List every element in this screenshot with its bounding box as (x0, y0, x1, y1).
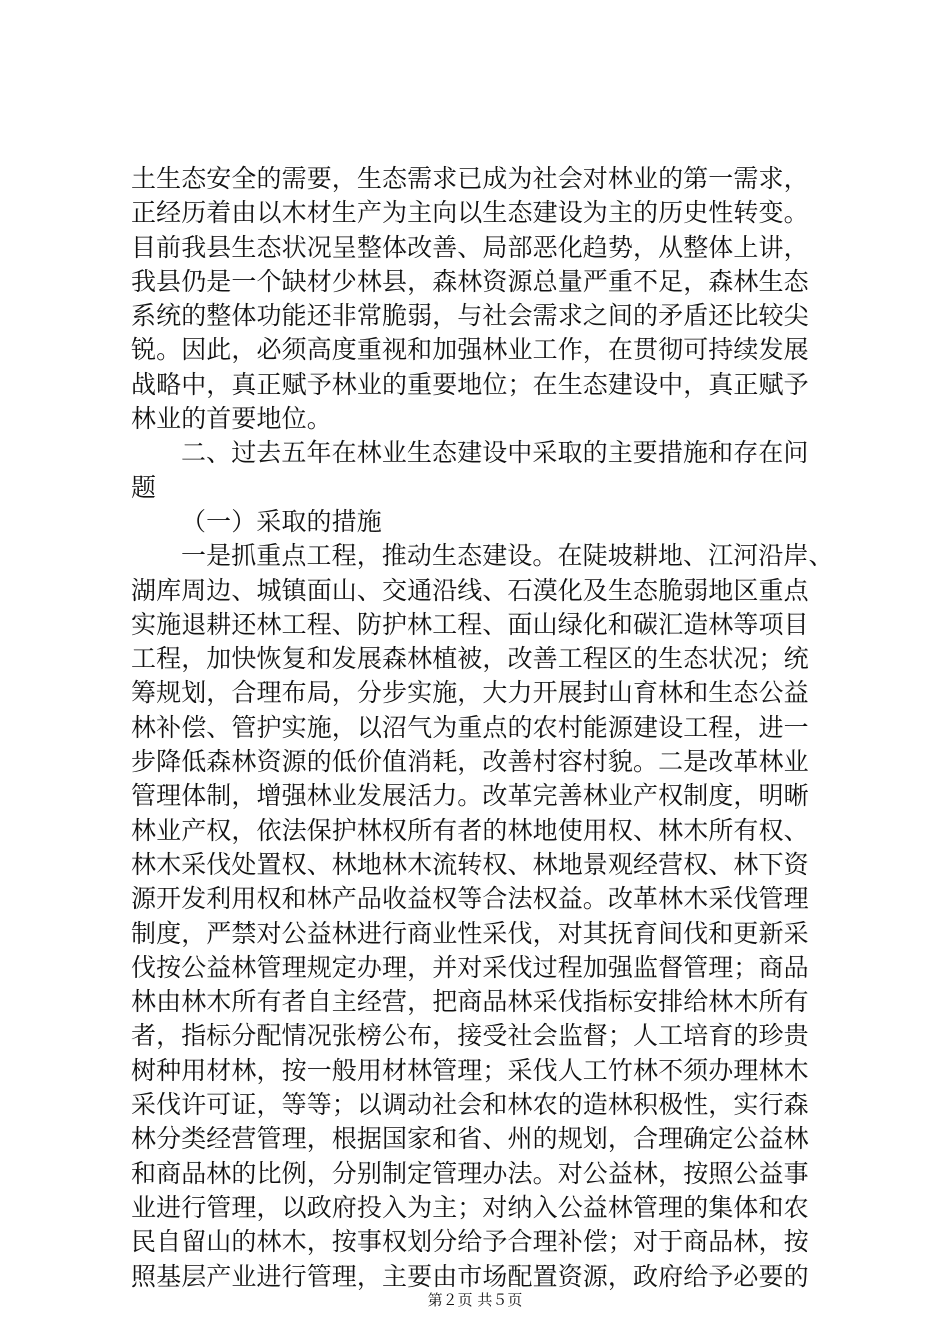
document-body (131, 162, 834, 1294)
text-line: 民自留山的林木，按事权划分给予合理补偿；对于商品林，按 (131, 1227, 809, 1257)
text-line: 和商品林的比例，分别制定管理办法。对公益林，按照公益事 (131, 1158, 809, 1188)
text-line: 采伐许可证，等等；以调动社会和林农的造林积极性，实行森 (131, 1090, 809, 1120)
text-line: 源开发利用权和林产品收益权等合法权益。改革林木采伐管理 (131, 884, 809, 914)
text-line: 筹规划，合理布局，分步实施，大力开展封山育林和生态公益 (131, 678, 809, 708)
text-line: 土生态安全的需要，生态需求已成为社会对林业的第一需求， (131, 164, 809, 193)
text-line: 一是抓重点工程，推动生态建设。在陡坡耕地、江河沿岸、 (181, 541, 834, 571)
text-line: 林业的首要地位。 (131, 404, 332, 434)
text-line: 湖库周边、城镇面山、交通沿线、石漠化及生态脆弱地区重点 (131, 575, 809, 605)
text-line: 树种用材林，按一般用材林管理；采伐人工竹林不须办理林木 (131, 1055, 809, 1085)
page-number-label: 第２页 共５页 (427, 1291, 523, 1309)
text-line: 制度，严禁对公益林进行商业性采伐，对其抚育间伐和更新采 (131, 918, 809, 948)
text-line: 管理体制，增强林业发展活力。改革完善林业产权制度，明晰 (131, 781, 809, 811)
text-line: 正经历着由以木材生产为主向以生态建设为主的历史性转变。 (131, 198, 809, 228)
text-line: 步降低森林资源的低价值消耗，改善村容村貌。二是改革林业 (131, 747, 809, 777)
page-footer (0, 1290, 950, 1310)
section-heading-continued: 题 (131, 472, 157, 502)
text-line: 我县仍是一个缺材少林县，森林资源总量严重不足，森林生态 (131, 266, 809, 296)
text-line: 系统的整体功能还非常脆弱，与社会需求之间的矛盾还比较尖 (131, 301, 809, 331)
text-line: 伐按公益林管理规定办理，并对采伐过程加强监督管理；商品 (131, 952, 809, 982)
text-line: 工程，加快恢复和发展森林植被，改善工程区的生态状况；统 (131, 644, 809, 674)
text-line: 实施退耕还林工程、防护林工程、面山绿化和碳汇造林等项目 (131, 609, 809, 639)
text-line: 者，指标分配情况张榜公布，接受社会监督；人工培育的珍贵 (131, 1021, 809, 1051)
section-heading: 二、过去五年在林业生态建设中采取的主要措施和存在问 (181, 438, 809, 468)
text-line: 锐。因此，必须高度重视和加强林业工作，在贯彻可持续发展 (131, 335, 809, 365)
text-line: 战略中，真正赋予林业的重要地位；在生态建设中，真正赋予 (131, 369, 809, 399)
text-line: 目前我县生态状况呈整体改善、局部恶化趋势，从整体上讲， (131, 232, 809, 262)
text-line: 照基层产业进行管理，主要由市场配置资源，政府给予必要的 (131, 1261, 809, 1291)
text-line: 林补偿、管护实施，以沼气为重点的农村能源建设工程，进一 (131, 712, 809, 742)
text-line: 林木采伐处置权、林地林木流转权、林地景观经营权、林下资 (131, 849, 809, 879)
text-line: 业进行管理，以政府投入为主；对纳入公益林管理的集体和农 (131, 1192, 809, 1222)
subsection-heading: （一）采取的措施 (181, 506, 382, 536)
text-line: 林业产权，依法保护林权所有者的林地使用权、林木所有权、 (131, 815, 809, 845)
text-line: 林由林木所有者自主经营，把商品林采伐指标安排给林木所有 (131, 987, 809, 1017)
text-line: 林分类经营管理，根据国家和省、州的规划，合理确定公益林 (131, 1124, 809, 1154)
